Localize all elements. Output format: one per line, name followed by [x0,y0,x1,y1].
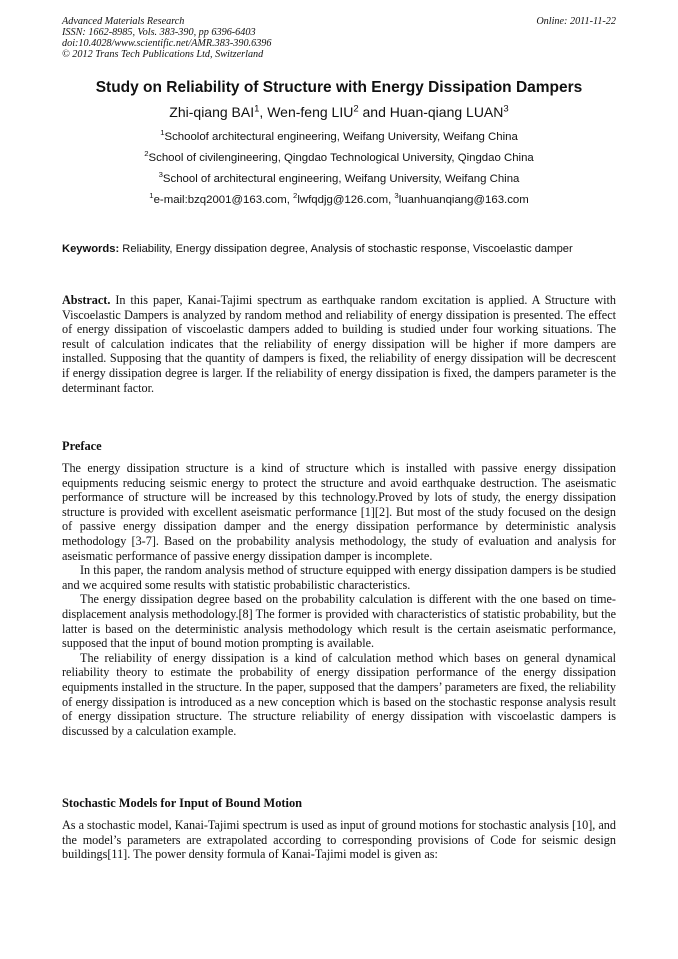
author-list [62,104,616,120]
email-superscript: 2 [293,191,298,201]
online-date: Online: 2011-11-22 [536,16,616,27]
stochastic-section [62,818,616,862]
paragraph: As a stochastic model, Kanai-Tajimi spectrum is used as input of ground motions for stochastic analysis [10], and the model’s parameters are extrapolated according to corresponding provisions of Code for seismic design buildings[11]. The power density formula of Kanai-Tajimi model is given as: [62,818,616,862]
paragraph: In this paper, the random analysis method of structure equipped with energy dissipation dampers is be studied and we acquired some results with statistic probabilistic characteristics. [62,563,616,592]
preface-heading: Preface [62,439,102,453]
author-name: and Huan-qiang LUAN [358,104,504,120]
email-text: luanhuanqiang@163.com [398,194,529,206]
affiliation-superscript: 3 [158,170,163,180]
paragraph: The reliability of energy dissipation is a kind of calculation method which bases on general dynamical reliability theory to estimate the probability of energy dissipation performance of the energy dissipation equipments installed in the structure. In the paper, supposed that the dampers’ parameters are fixed, the reliability of energy dissipation is introduced as a new conception which is based on the stochastic response analysis result of energy dissipation structure. The structure reliability of energy dissipation with viscoelastic dampers is discussed by a calculation example. [62,650,616,738]
email-text: lwfqdjg@126.com, [297,194,395,206]
doi-line: doi:10.4028/www.scientific.net/AMR.383-390.6396 [62,38,272,49]
preface-section [62,461,616,738]
email-text: e-mail:bzq2001@163.com, [153,194,294,206]
author-superscript: 3 [503,103,509,115]
email-superscript: 1 [149,191,154,201]
journal-header [62,16,616,60]
keywords-text: Reliability, Energy dissipation degree, Analysis of stochastic response, Viscoelastic damper [119,243,573,255]
affiliation-2 [62,149,616,164]
keywords [62,242,616,257]
issn-line: ISSN: 1662-8985, Vols. 383-390, pp 6396-6403 [62,27,256,38]
affiliation-1 [62,128,616,143]
email-superscript: 3 [394,191,399,201]
affiliation-superscript: 2 [144,149,149,159]
affiliation-text: School of civilengineering, Qingdao Technological University, Qingdao China [148,152,534,164]
affiliation-text: School of architectural engineering, Weifang University, Weifang China [162,173,520,185]
paragraph: The energy dissipation degree based on the probability calculation is different with the one based on time-displacement analysis methodology.[8] The former is provided with characteristics of statistic probability, but the latter is based on the deterministic analysis methodology which result is the certain aseismatic performance, supposed that the input of bound motion prompting is available. [62,592,616,651]
author-name: , Wen-feng LIU [259,104,354,120]
copyright-line: © 2012 Trans Tech Publications Ltd, Switzerland [62,49,264,60]
affiliation-superscript: 1 [160,128,165,138]
affiliation-3 [62,170,616,185]
keywords-label: Keywords: [62,243,120,255]
author-superscript: 2 [353,103,359,115]
affiliation-text: Schoolof architectural engineering, Weifang University, Weifang China [164,131,518,143]
abstract-label: Abstract. [62,293,111,307]
abstract [62,293,616,395]
email-line [62,191,616,206]
paragraph: The energy dissipation structure is a kind of structure which is installed with passive energy dissipation equipments reducing seismic energy to protect the structure and avoid earthquake destruction. The aseismatic performance of structure will be increased by this technology.Proved by lots of study, the energy dissipation structure is provided with excellent aseismatic performance [1][2]. But most of the study focused on the design of passive energy dissipation damper and the energy dissipation performance by deterministic analysis methodology [3-7]. Based on the probability analysis methodology, the study of evaluation and analysis for aseismatic performance of passive energy dissipation damper is incomplete. [62,461,616,563]
stochastic-heading: Stochastic Models for Input of Bound Motion [62,796,303,810]
paper-title: Study on Reliability of Structure with Energy Dissipation Dampers [95,79,583,96]
author-name: Zhi-qiang BAI [169,104,255,120]
journal-name: Advanced Materials Research [62,16,185,27]
author-superscript: 1 [254,103,260,115]
abstract-text: In this paper, Kanai-Tajimi spectrum as earthquake random excitation is applied. A Structure with Viscoelastic Dampers is analyzed by random method and reliability of energy dissipation is presented. The effect of energy dissipation of viscoelastic dampers added to building is studied under four working situations. The result of calculation indicates that the reliability of energy dissipation will be higher if more dampers are installed. Supposing that the quantity of dampers is fixed, the reliability of energy dissipation will be decrescent if energy dissipation degree is larger. If the reliability of energy dissipation is fixed, the dampers parameter is the determinant factor. [62,293,616,395]
